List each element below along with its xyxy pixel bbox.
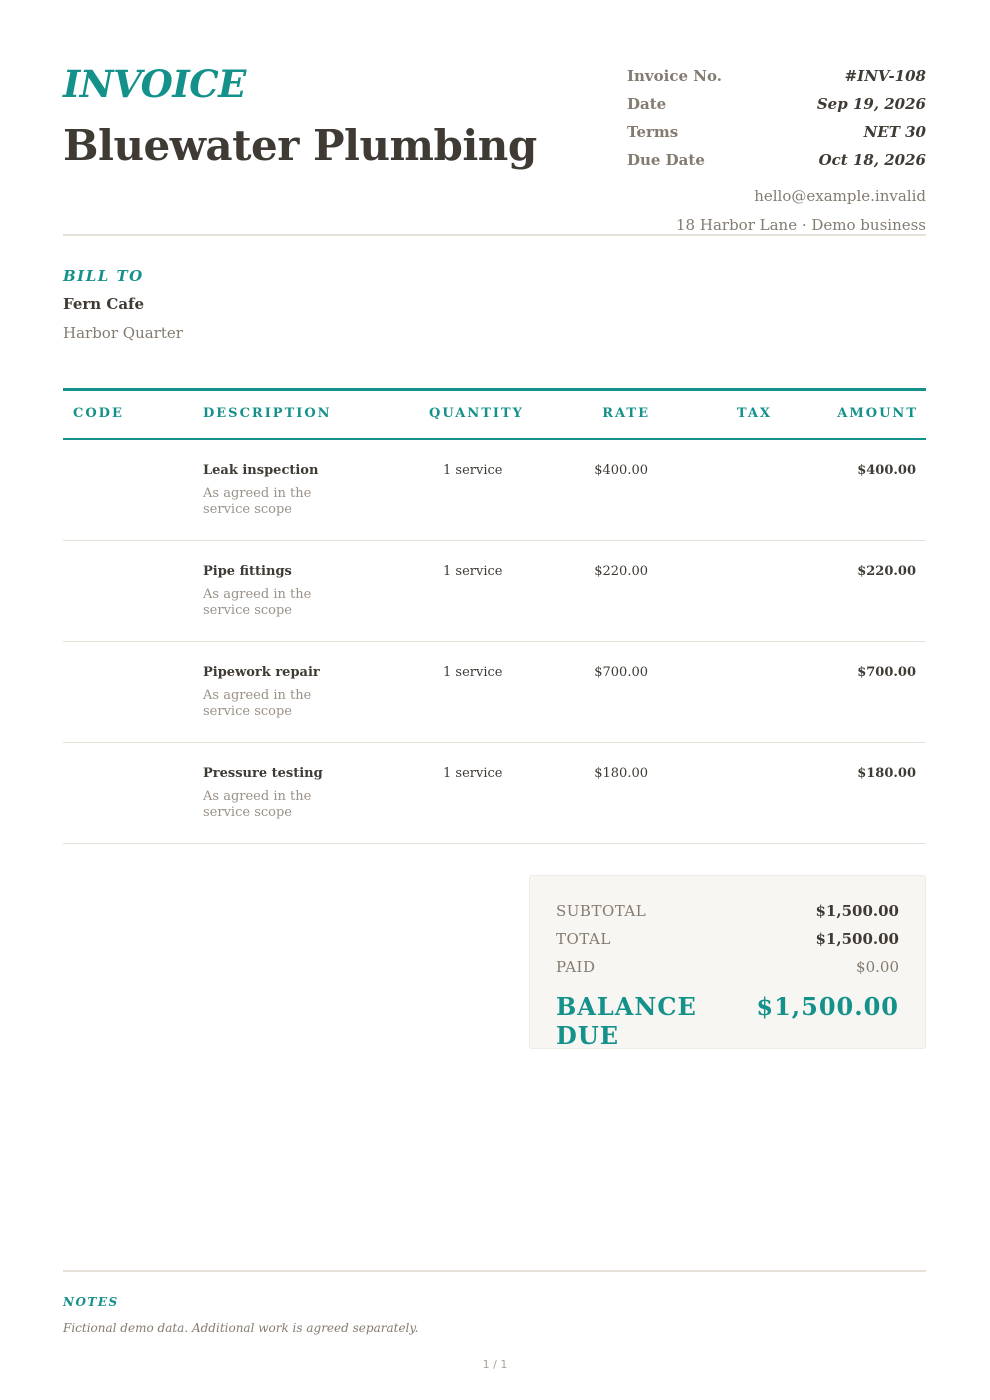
item-note: As agreed in the service scope — [203, 789, 312, 820]
item-quantity: 1 service — [443, 564, 503, 579]
client-address: Harbor Quarter — [63, 324, 183, 342]
notes-text: Fictional demo data. Additional work is agreed separately. — [63, 1321, 419, 1335]
meta-due-date — [627, 146, 926, 174]
meta-label: Invoice No. — [627, 67, 722, 85]
total-label: TOTAL — [556, 930, 611, 948]
meta-label: Terms — [627, 123, 679, 141]
item-quantity: 1 service — [443, 766, 503, 781]
column-header-quantity: QUANTITY — [429, 406, 524, 421]
business-email: hello@example.invalid — [754, 187, 926, 205]
subtotal-row — [556, 902, 899, 920]
paid-value: $0.00 — [856, 958, 899, 976]
item-note: As agreed in the service scope — [203, 587, 312, 618]
balance-due-value: $1,500.00 — [756, 992, 899, 1021]
item-rate: $220.00 — [594, 564, 648, 579]
meta-invoice-number — [627, 62, 926, 90]
total-row — [556, 930, 899, 948]
table-header — [63, 388, 926, 440]
paid-row — [556, 958, 899, 976]
meta-date — [627, 90, 926, 118]
balance-due-row — [556, 992, 899, 1050]
item-amount: $700.00 — [857, 665, 916, 680]
business-name: Bluewater Plumbing — [63, 121, 537, 170]
table-row — [63, 642, 926, 743]
item-amount: $400.00 — [857, 463, 916, 478]
item-description: Leak inspection — [203, 463, 319, 478]
item-rate: $400.00 — [594, 463, 648, 478]
item-quantity: 1 service — [443, 665, 503, 680]
paid-label: PAID — [556, 958, 596, 976]
meta-value: Sep 19, 2026 — [816, 95, 926, 113]
item-description: Pipe fittings — [203, 564, 292, 579]
client-name: Fern Cafe — [63, 295, 145, 313]
business-address: 18 Harbor Lane · Demo business — [676, 216, 926, 234]
totals-box — [529, 875, 926, 1049]
column-header-code: CODE — [73, 406, 124, 421]
item-note: As agreed in the service scope — [203, 688, 312, 719]
table-row — [63, 541, 926, 642]
bill-to-label: BILL TO — [63, 267, 144, 285]
document-title: INVOICE — [63, 62, 246, 106]
total-value: $1,500.00 — [815, 930, 899, 948]
column-header-tax: TAX — [736, 406, 772, 421]
item-description: Pressure testing — [203, 766, 323, 781]
item-rate: $180.00 — [594, 766, 648, 781]
line-items-table — [63, 388, 926, 844]
page-number: 1 / 1 — [482, 1358, 508, 1371]
meta-value: Oct 18, 2026 — [818, 151, 926, 169]
table-row — [63, 743, 926, 844]
invoice-meta — [627, 62, 926, 174]
meta-label: Due Date — [627, 151, 705, 169]
meta-label: Date — [627, 95, 667, 113]
subtotal-value: $1,500.00 — [815, 902, 899, 920]
meta-value: NET 30 — [863, 123, 926, 141]
notes-divider — [63, 1270, 926, 1272]
balance-due-label: BALANCE DUE — [556, 992, 697, 1050]
item-description: Pipework repair — [203, 665, 320, 680]
item-note: As agreed in the service scope — [203, 486, 312, 517]
column-header-description: DESCRIPTION — [203, 406, 332, 421]
column-header-rate: RATE — [602, 406, 650, 421]
subtotal-label: SUBTOTAL — [556, 902, 647, 920]
item-amount: $180.00 — [857, 766, 916, 781]
header-divider — [63, 234, 926, 236]
column-header-amount: AMOUNT — [837, 406, 918, 421]
item-quantity: 1 service — [443, 463, 503, 478]
meta-value: #INV-108 — [844, 67, 926, 85]
item-amount: $220.00 — [857, 564, 916, 579]
meta-terms — [627, 118, 926, 146]
table-row — [63, 440, 926, 541]
notes-label: NOTES — [63, 1295, 119, 1309]
item-rate: $700.00 — [594, 665, 648, 680]
